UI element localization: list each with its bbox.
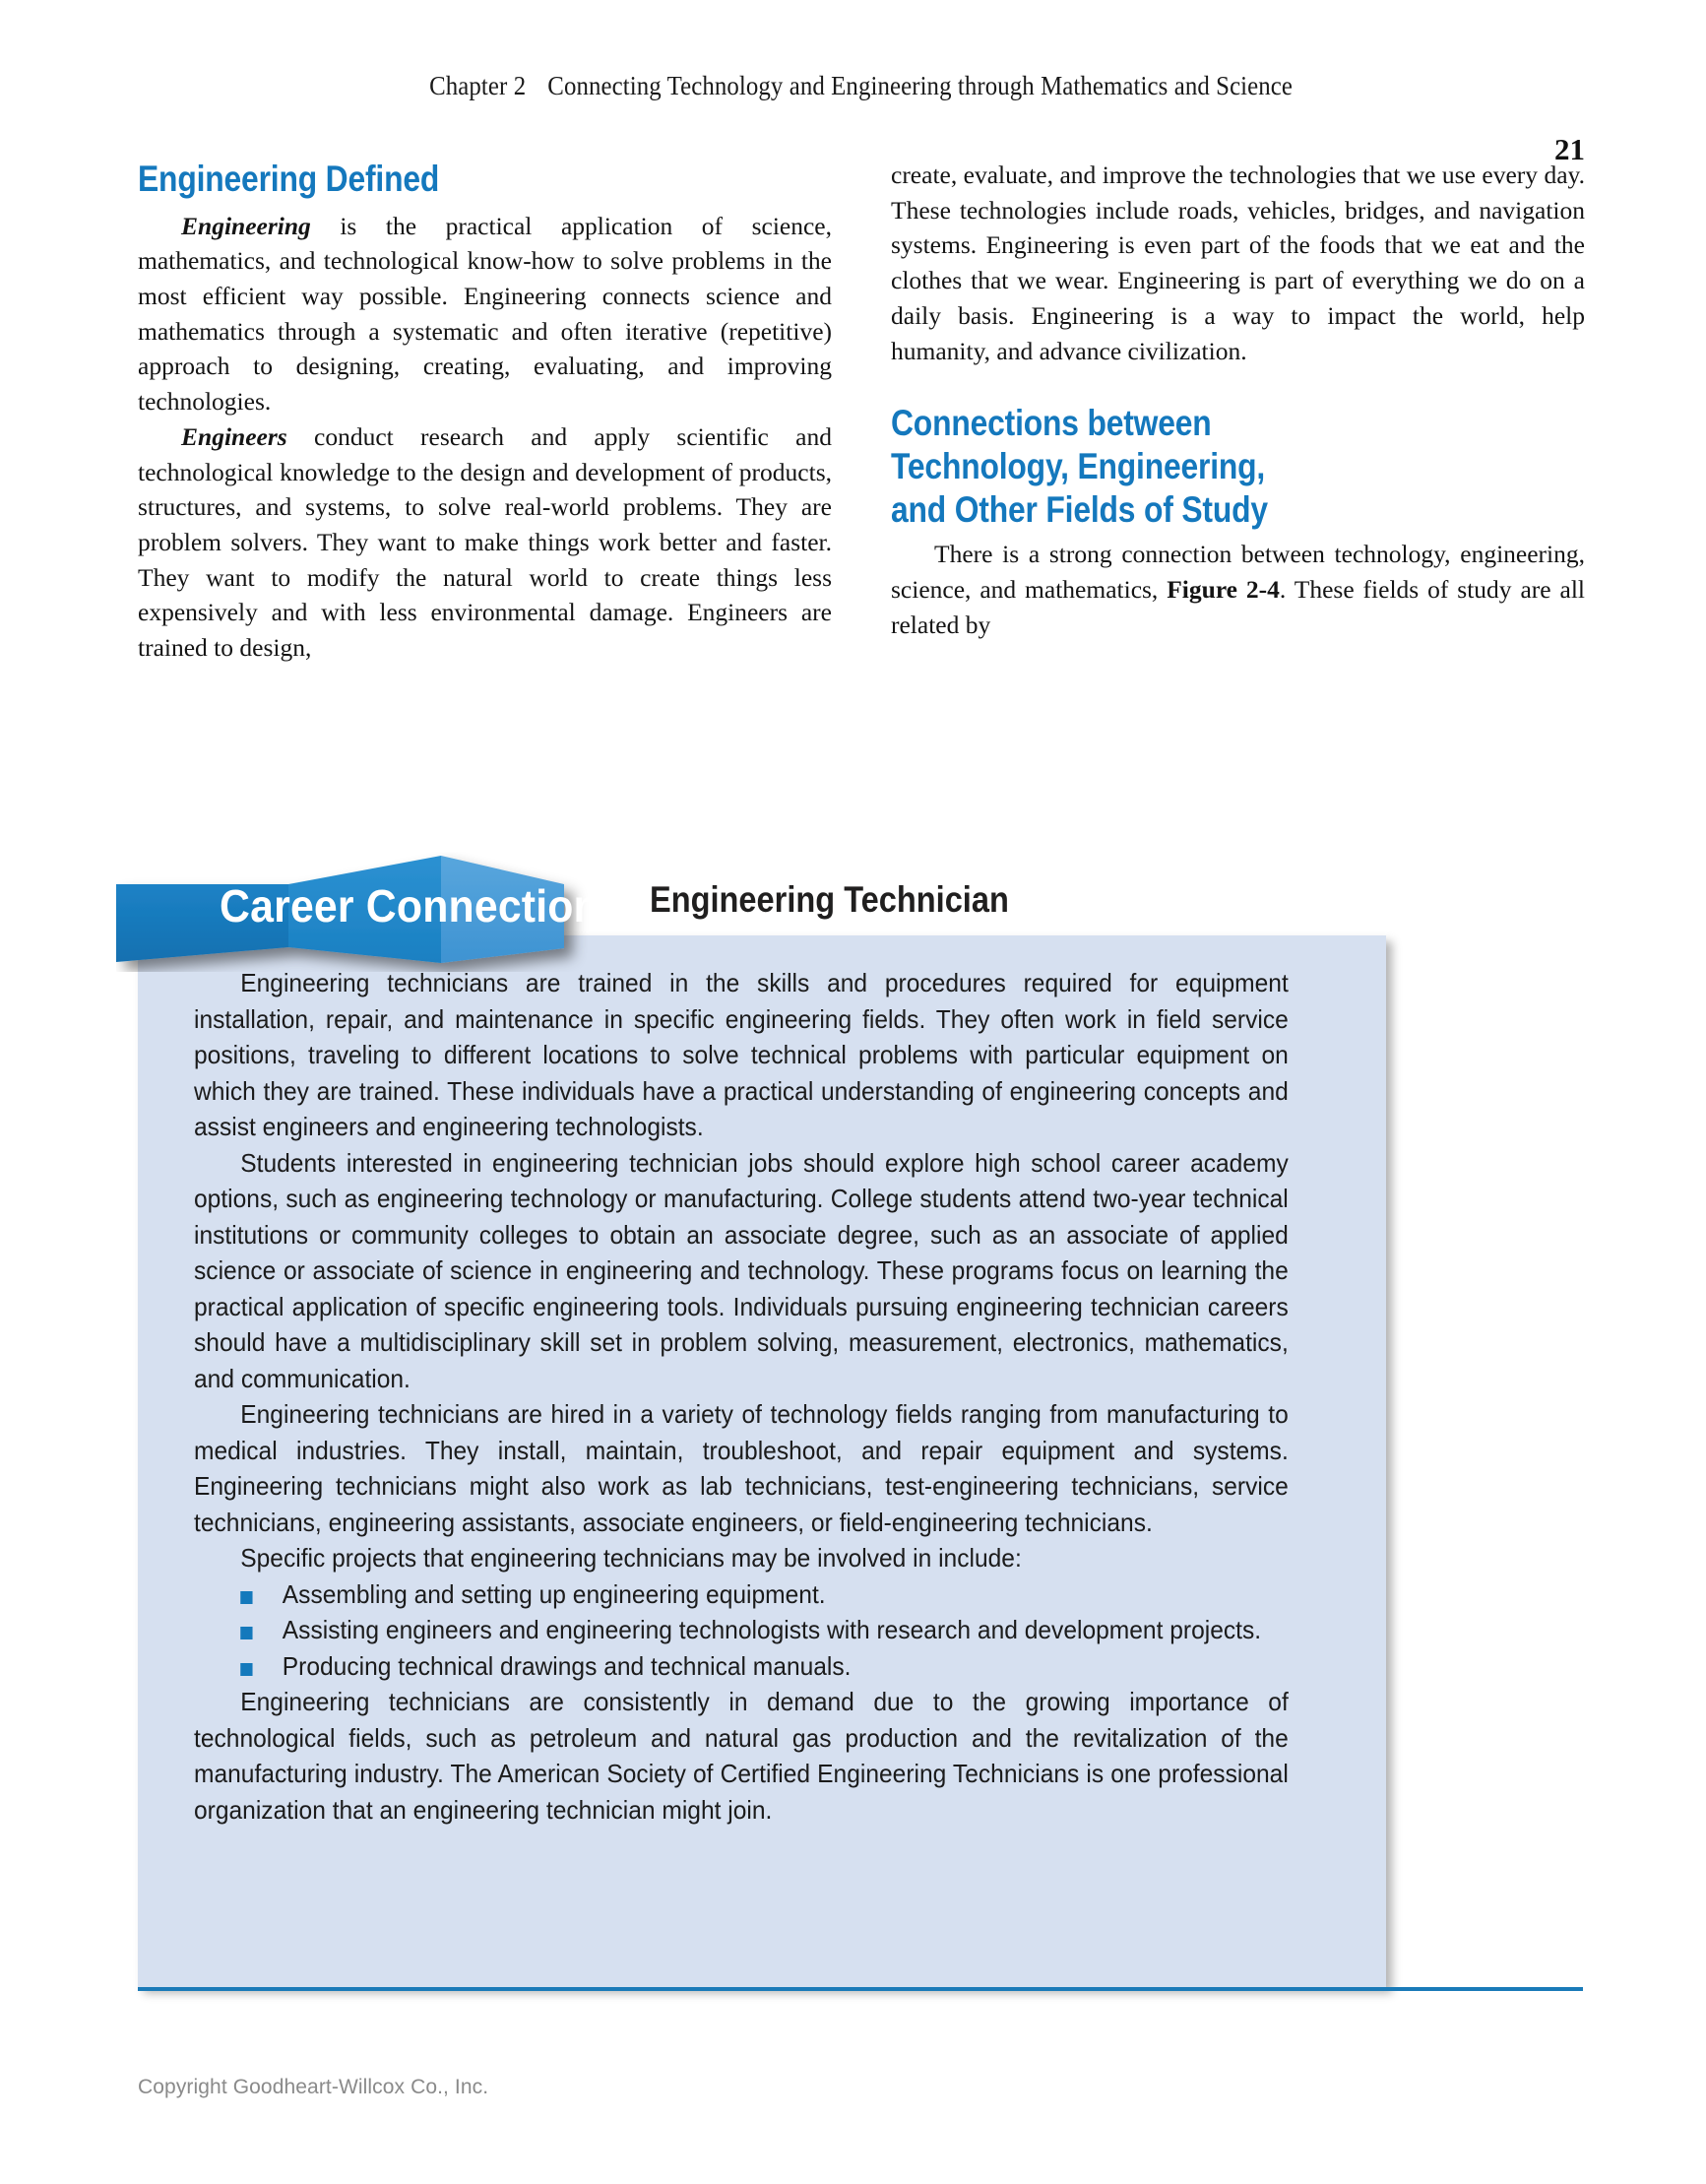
career-connection-title: Engineering Technician — [650, 879, 1009, 920]
paragraph-engineers-role-text: conduct research and apply scientific and technological knowledge to the design and development of products, structures, and systems, to solve real-world problems. They are problem solvers. They want to make things work better and faster. They want to modify the natural world to create things less expensively and with less environmental damage. Engineers are trained to design, — [138, 421, 832, 663]
list-item-label: Producing technical drawings and technical manuals. — [282, 1650, 852, 1681]
paragraph-engineering-definition — [138, 209, 832, 419]
feature-paragraph: Engineering technicians are hired in a variety of technology fields ranging from manufacturing to medical industries. They install, maintain, troubleshoot, and repair equipment and systems. Engineering technicians might also work as lab technicians, test-engineering technicians, service technicians, engineering assistants, associate engineers, or field-engineering technicians. — [194, 1399, 1289, 1537]
list-item — [194, 1576, 1289, 1613]
term-engineers: Engineers — [181, 421, 287, 451]
career-connection-bottom-rule — [138, 1987, 1583, 1991]
feature-paragraph: Engineering technicians are trained in the skills and procedures required for equipment installation, repair, and maintenance in specific engineering fields. They often work in field service positions, traveling to different locations to solve technical problems with particular equipment on which they are trained. These individuals have a practical understanding of engineering concepts and assist engineers and engineering technologists. — [194, 968, 1289, 1141]
list-item — [194, 1648, 1289, 1685]
square-bullet-icon — [240, 1591, 252, 1604]
section-heading-connections-line3: and Other Fields of Study — [891, 488, 1268, 530]
list-item-label: Assembling and setting up engineering equipment. — [282, 1578, 826, 1609]
body-columns — [138, 158, 1585, 798]
running-head-chapter: Chapter 2 — [429, 71, 527, 100]
feature-list-intro: Specific projects that engineering technicians may be involved in include: — [240, 1543, 1022, 1573]
running-head-title: Connecting Technology and Engineering through Mathematics and Science — [547, 71, 1294, 100]
paragraph-engineers-role — [138, 419, 832, 666]
paragraph-connections-before: There is a strong connection between technology, engineering, science, and mathematics, — [891, 540, 1585, 604]
feature-paragraph: Students interested in engineering technician jobs should explore high school career academy options, such as engineering technology or manufacturing. College students attend two-year technical institutions or community colleges to obtain an associate degree, such as an associate of applied science or associate of science in engineering and technology. These programs focus on learning the practical application of specific engineering tools. Individuals pursuing engineering technician careers should have a multidisciplinary skill set in problem solving, measurement, electronics, mathematics, and communication. — [194, 1147, 1289, 1393]
list-item-label: Assisting engineers and engineering technologists with research and development projects. — [282, 1615, 1262, 1644]
running-head — [138, 71, 1585, 166]
section-heading-connections-line2: Technology, Engineering, — [891, 445, 1266, 486]
term-engineering: Engineering — [181, 211, 311, 240]
copyright-footer: Copyright Goodheart-Willcox Co., Inc. — [138, 2076, 489, 2098]
section-heading-connections-line1: Connections between — [891, 403, 1212, 444]
section-heading-engineering-defined: Engineering Defined — [138, 159, 440, 199]
paragraph-engineering-definition-text: is the practical application of science, mathematics, and technological know-how to solve problems in the most efficient way possible. Engineering connects science and mathematics through a systematic and often iterative (repetitive) approach to designing, creating, evaluating, and improving technologies. — [138, 211, 832, 417]
career-connection-feature — [0, 852, 1706, 2023]
career-connection-ribbon — [116, 852, 727, 972]
list-item — [194, 1612, 1289, 1648]
career-connection-ribbon-label: Career Connection — [220, 880, 600, 931]
ribbon-shape-svg — [116, 852, 727, 972]
career-connection-content — [194, 965, 1289, 1828]
paragraph-continuation: create, evaluate, and improve the technologies that we use every day. These technologies include roads, vehicles, bridges, and navigation systems. Engineering is even part of the foods that we eat and the clothes that we wear. Engineering is part of everything we do on a daily basis. Engineering is a way to impact the world, help humanity, and advance civilization. — [891, 161, 1585, 365]
section-heading-connections — [891, 402, 1583, 531]
square-bullet-icon — [240, 1663, 252, 1676]
square-bullet-icon — [240, 1627, 252, 1639]
figure-reference: Figure 2-4 — [1167, 574, 1280, 604]
feature-closing-paragraph: Engineering technicians are consistently in demand due to the growing importance of technological fields, such as petroleum and natural gas production and the revitalization of the manufacturing industry. The American Society of Certified Engineering Technicians is one professional organization that an engineering technician might join. — [194, 1687, 1289, 1825]
paragraph-connections — [891, 537, 1585, 642]
column-right — [891, 158, 1585, 642]
column-left — [138, 158, 832, 666]
paragraph-connections-after: . These fields of study are all related by — [891, 574, 1586, 639]
feature-project-list — [194, 1576, 1289, 1685]
page-number: 21 — [1554, 132, 1585, 166]
